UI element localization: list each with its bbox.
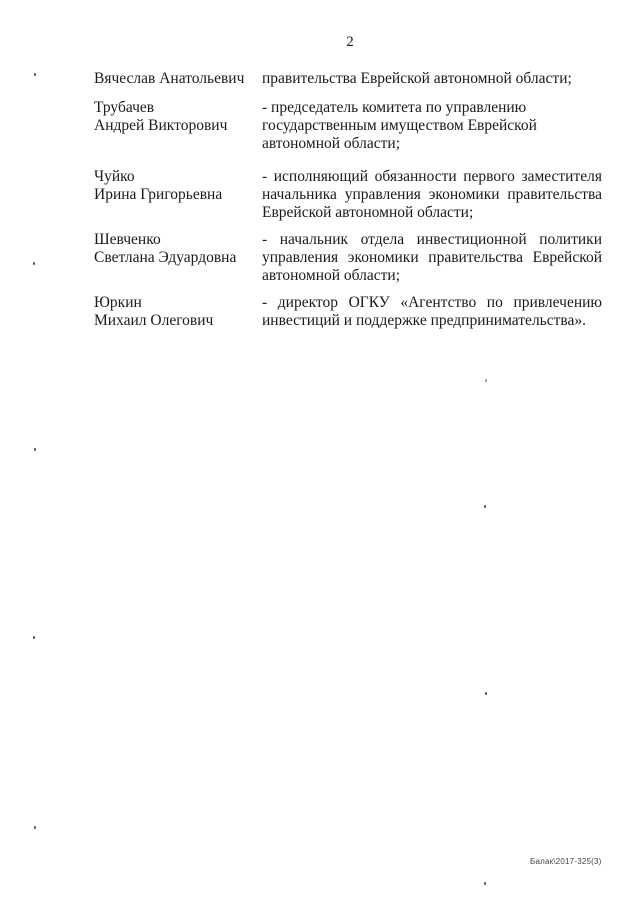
member-entry (94, 231, 606, 285)
scan-speck (33, 262, 35, 265)
member-name (94, 99, 262, 153)
member-role: - исполняющий обязанности первого заместителя начальника управления экономики правительства Еврейской автономной области; (262, 168, 602, 221)
page-number: 2 (346, 34, 354, 50)
member-surname: Трубачев (94, 99, 155, 116)
scan-speck (34, 448, 36, 451)
document-footer-code: Балак\2017-325(3) (530, 857, 602, 866)
member-entry (94, 168, 606, 222)
scan-speck (33, 636, 35, 639)
member-name-line: Вячеслав Анатольевич (94, 70, 245, 87)
scan-speck (34, 73, 36, 76)
member-given-name: Андрей Викторович (94, 117, 228, 134)
member-role: - начальник отдела инвестиционной политики управления экономики правительства Еврейской автономной области; (262, 231, 602, 284)
scan-speck (484, 882, 486, 885)
member-role: - председатель комитета по управлению государственным имуществом Еврейской автономной области; (262, 99, 537, 152)
member-entry (94, 99, 606, 153)
member-name (94, 70, 262, 88)
member-name (94, 168, 262, 222)
member-surname: Чуйко (94, 168, 135, 185)
scan-speck (34, 826, 36, 829)
member-role: - директор ОГКУ «Агентство по привлечению инвестиций и поддержке предпринимательства». (262, 294, 602, 329)
member-surname: Юркин (94, 294, 142, 311)
member-given-name: Михаил Олегович (94, 312, 214, 329)
member-name (94, 231, 262, 285)
member-name (94, 294, 262, 330)
scan-speck (485, 379, 487, 382)
member-surname: Шевченко (94, 231, 161, 248)
member-given-name: Светлана Эдуардовна (94, 249, 237, 266)
member-entry (94, 70, 606, 88)
scan-speck (484, 505, 486, 508)
member-role: правительства Еврейской автономной области; (262, 70, 572, 87)
scan-speck (485, 692, 487, 695)
member-given-name: Ирина Григорьевна (94, 186, 223, 203)
member-entry (94, 294, 606, 330)
